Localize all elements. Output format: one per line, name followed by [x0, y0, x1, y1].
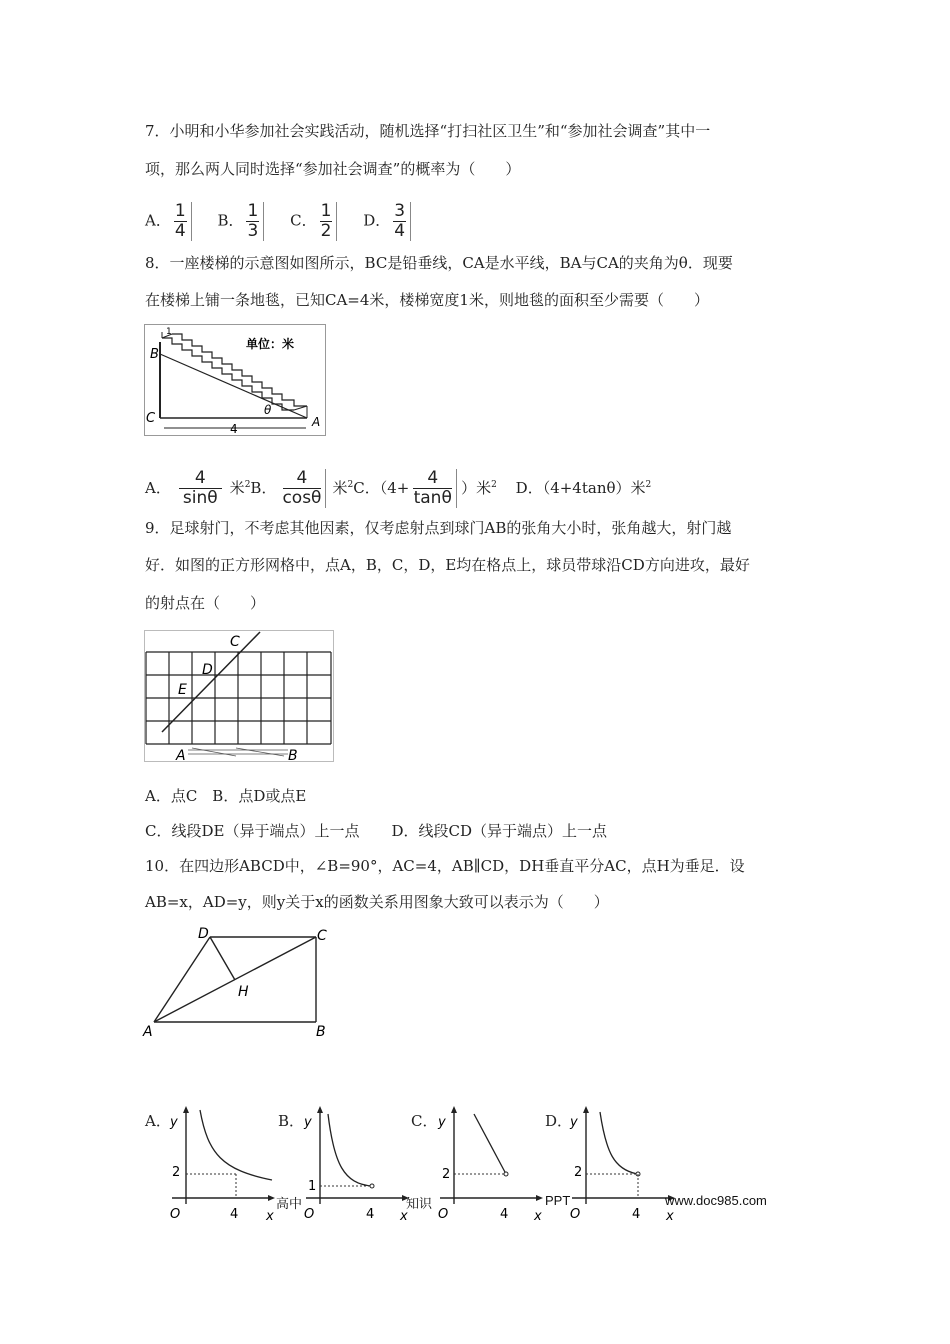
x-tick-label: 4	[366, 1207, 375, 1222]
watermark-4: www.doc985.com	[665, 1193, 767, 1208]
graph-b-label: B．	[278, 1112, 305, 1130]
q9-options-cd: C．线段DE（异于端点）上一点 D．线段CD（异于端点）上一点	[145, 822, 607, 840]
point-d-label: D	[202, 662, 213, 678]
point-b-label: B	[150, 347, 159, 362]
graph-d-label: D．	[545, 1112, 573, 1130]
point-c-label: C	[230, 634, 240, 650]
point-a-label: A	[176, 748, 186, 762]
y-axis-label: y	[438, 1115, 446, 1130]
y-tick-label: 2	[172, 1165, 181, 1180]
y-axis-label: y	[304, 1115, 312, 1130]
q7-option-c: C． $\frac{1}{2}$	[290, 202, 340, 241]
q7-line2: 项，那么两人同时选择“参加社会调查”的概率为（ ）	[145, 160, 521, 178]
length-label: 4	[230, 422, 238, 436]
point-c-label: C	[317, 928, 327, 944]
x-axis-label: x	[400, 1209, 408, 1224]
origin-label: O	[438, 1207, 449, 1222]
watermark-1: 高中	[276, 1196, 303, 1211]
q7-line1: 7．小明和小华参加社会实践活动，随机选择“打扫社区卫生”和“参加社会调查”其中一	[145, 122, 711, 140]
grid-figure	[144, 630, 334, 762]
q9-line1: 9．足球射门，不考虑其他因素，仅考虑射点到球门AB的张角大小时，张角越大，射门越	[145, 519, 732, 537]
y-tick-label: 2	[442, 1167, 451, 1182]
y-tick-label: 2	[574, 1165, 583, 1180]
graph-a	[162, 1104, 280, 1224]
q9-line3: 的射点在（ ）	[145, 594, 266, 612]
q9-options-ab: A．点C B．点D或点E	[145, 787, 307, 805]
x-tick-label: 4	[230, 1207, 239, 1222]
q7-option-b: B． $\frac{1}{3}$	[217, 202, 267, 241]
x-tick-label: 4	[632, 1207, 641, 1222]
origin-label: O	[570, 1207, 581, 1222]
point-b-label: B	[316, 1024, 326, 1040]
point-a-label: A	[143, 1024, 153, 1040]
q8-line2: 在楼梯上铺一条地毯，已知CA=4米，楼梯宽度1米，则地毯的面积至少需要（ ）	[145, 291, 709, 309]
q8-options	[145, 469, 651, 508]
quadrilateral-figure	[140, 924, 340, 1042]
q9-line2: 好．如图的正方形网格中，点A，B，C，D，E均在格点上，球员带球沿CD方向进攻，最好	[145, 556, 750, 574]
q8-option-b: B． $\frac{4}{\cos\theta}$ 米$^2$	[250, 468, 354, 508]
graph-c-label: C．	[411, 1112, 438, 1130]
q7-option-d: D． $\frac{3}{4}$	[363, 202, 414, 241]
width-label: 1	[166, 327, 172, 337]
q8-option-c: C．（4+ $\frac{4}{\tan\theta}$ ）米$^2$	[353, 468, 497, 508]
q7-option-a: A． $\frac{1}{4}$	[145, 202, 195, 241]
point-d-label: D	[198, 926, 209, 942]
point-e-label: E	[178, 682, 187, 698]
point-b-label: B	[288, 748, 298, 762]
x-axis-label: x	[534, 1209, 542, 1224]
origin-label: O	[170, 1207, 181, 1222]
q8-option-a: A． $\frac{4}{\sin\theta}$ 米$^2$	[145, 468, 251, 508]
staircase-figure	[144, 324, 326, 436]
watermark-2: 知识	[406, 1196, 433, 1211]
watermark-3: PPT	[545, 1193, 571, 1208]
graph-a-label: A．	[145, 1112, 171, 1130]
q10-line2: AB=x，AD=y，则y关于x的函数关系用图象大致可以表示为（ ）	[145, 893, 609, 911]
y-tick-label: 1	[308, 1179, 317, 1194]
x-axis-label: x	[266, 1209, 274, 1224]
origin-label: O	[304, 1207, 315, 1222]
graph-c	[430, 1104, 548, 1224]
q8-line1: 8．一座楼梯的示意图如图所示，BC是铅垂线，CA是水平线，BA与CA的夹角为θ．现要	[145, 254, 733, 272]
point-a-label: A	[312, 415, 321, 429]
q7-options	[145, 202, 432, 241]
graph-d	[562, 1104, 680, 1224]
q10-line1: 10．在四边形ABCD中，∠B=90°，AC=4，AB∥CD，DH垂直平分AC，点H为垂足．设	[145, 857, 745, 875]
point-c-label: C	[146, 411, 156, 426]
x-tick-label: 4	[500, 1207, 509, 1222]
y-axis-label: y	[570, 1115, 578, 1130]
q8-option-d: D．（4+4tanθ）米$^2$	[515, 478, 652, 497]
y-axis-label: y	[170, 1115, 178, 1130]
unit-label: 单位：米	[246, 337, 295, 351]
point-h-label: H	[238, 984, 249, 1000]
theta-label: θ	[264, 403, 272, 417]
x-axis-label: x	[666, 1209, 674, 1224]
graph-b	[296, 1104, 414, 1224]
